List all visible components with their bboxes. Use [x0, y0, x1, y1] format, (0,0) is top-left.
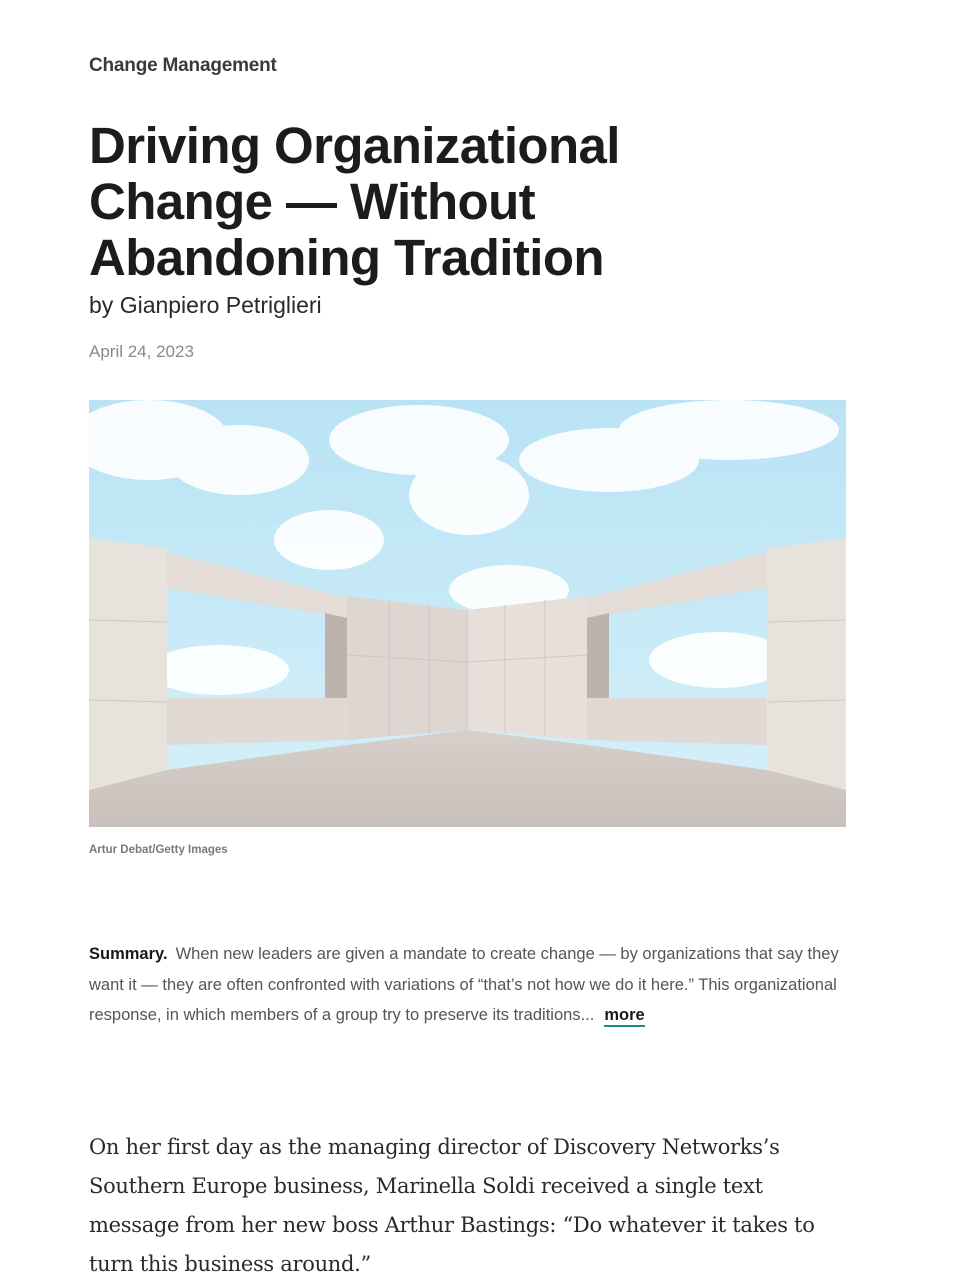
summary-label: Summary. — [89, 945, 168, 963]
topic-link[interactable]: Change Management — [89, 55, 277, 76]
image-credit: Artur Debat/Getty Images — [89, 844, 228, 856]
publish-date: April 24, 2023 — [89, 342, 194, 361]
hero-image — [89, 400, 846, 827]
byline-prefix: by — [89, 292, 120, 318]
summary — [89, 939, 859, 1031]
article-title: Driving Organizational Change — Without Abandoning Tradition — [89, 117, 620, 286]
hero-illustration — [89, 400, 846, 827]
body-paragraph: On her first day as the managing director of Discovery Networks’s Southern Europe business, Marinella Soldi received a single text message from her new boss Arthur Bastings: “Do whatever it takes to turn this business around.” — [89, 1135, 815, 1276]
summary-more-link[interactable]: more — [604, 1006, 644, 1027]
byline — [89, 292, 322, 319]
author-link[interactable]: Gianpiero Petriglieri — [119, 292, 322, 318]
summary-text: When new leaders are given a mandate to create change — by organizations that say they want it — they are often confronted with variations of “that’s not how we do it here.” This organizational response, in which members of a group try to preserve its traditions... — [89, 945, 839, 1024]
